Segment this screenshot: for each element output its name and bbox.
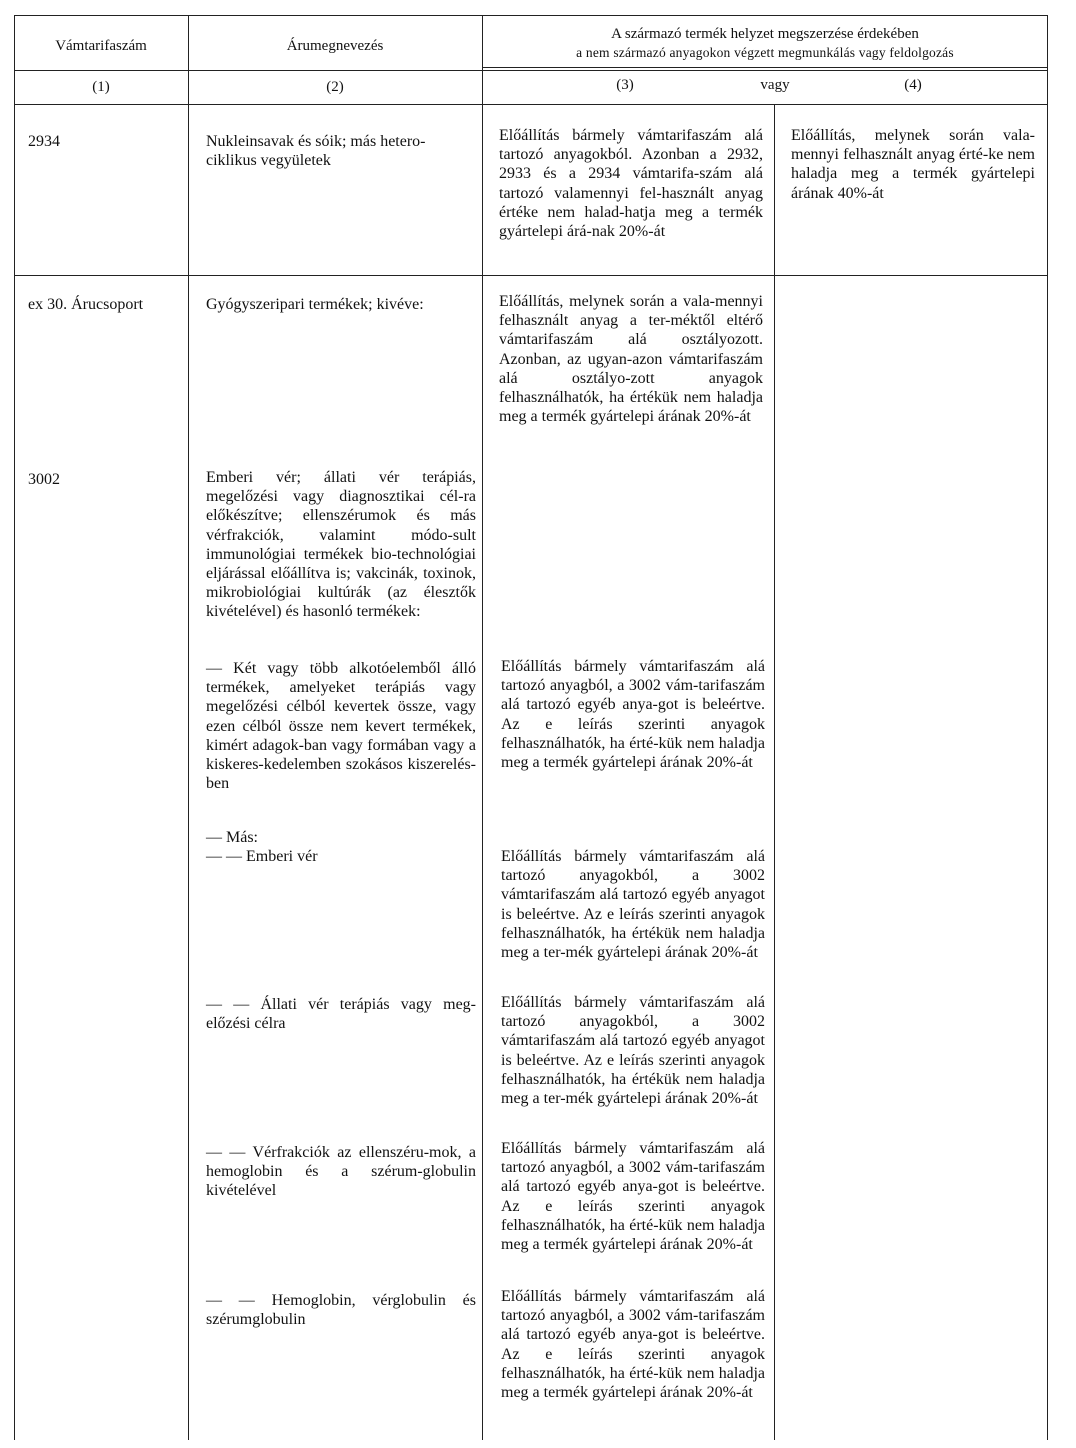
table-left-border (14, 15, 15, 1440)
column-number-4: (4) (904, 77, 922, 93)
header-col3-line2: a nem származó anyagokon végzett megmunkálás vagy feldolgozás (576, 45, 954, 60)
description-3002: Emberi vér; állati vér terápiás, megelőzési vagy diagnosztikai cél-ra előkészítve; ellenszérumok és más vérfrakciók, valamint módo-sult immunológiai termékek bio-technológiai eljárással előállítva is; vakcinák, toxinok, mikrobiológiai kultúrák (az élesztők kivételével) és hasonló termékek: (206, 469, 476, 621)
column-or-label: vagy (760, 77, 790, 93)
description-3002-blood-fractions: — — Vérfrakciók az ellenszéru-mok, a hemoglobin és a szérum-globulin kivételével (206, 1144, 476, 1200)
header-bottom-border (14, 70, 1048, 71)
column-number-1: (1) (92, 79, 110, 95)
processing-col3-3002-blood-fractions: Előállítás bármely vámtarifaszám alá tartozó anyagból, a 3002 vám-tarifaszám alá tartozó egyéb anya-got is beleértve. Az e leírás szerinti anyagok felhasználhatók, ha érté-kük nem haladja meg a termék gyártelepi árának 20%-át (501, 1140, 765, 1254)
header-divider-col3 (482, 67, 1048, 68)
description-3002-mixed-products: — Két vagy több alkotóelemből álló termékek, amelyeket terápiás vagy megelőzési célból kevertek össze, vagy ezen célból össze nem kevert termékek, kimért adagok-ban vagy formában vagy a kiskeres-kedelemben szokásos kiszerelés-ben (206, 660, 476, 793)
description-3002-hemoglobin: — — Hemoglobin, vérglobulin és szérumglobulin (206, 1292, 476, 1329)
tariff-code-ex30: ex 30. Árucsoport (28, 296, 144, 313)
header-col2: Árumegnevezés (286, 38, 384, 54)
column-number-2: (2) (326, 79, 344, 95)
processing-col4-2934: Előállítás, melynek során vala-mennyi felhasznált anyag érté-ke nem haladja meg a termék gyártelepi árának 40%-át (791, 127, 1035, 202)
row-divider-2934 (14, 275, 1048, 276)
column-number-row-border (14, 104, 1048, 105)
processing-col3-3002-animal-blood: Előállítás bármely vámtarifaszám alá tartozó anyagokból, a 3002 vámtarifaszám alá tartozó egyéb anyagot is beleértve. Az e leírás szerinti anyagok felhasználhatók, ha értékük nem haladja meg a ter-mék gyártelepi árának 20%-át (501, 994, 765, 1108)
processing-col3-2934: Előállítás bármely vámtarifaszám alá tartozó anyagokból. Azonban a 2932, 2933 és a 2934 vámtarifa-szám alá tartozó valamennyi fel-használt anyag értéke nem halad-hatja meg a termék gyártelepi árá-nak 20%-át (499, 127, 763, 241)
header-col1: Vámtarifaszám (55, 38, 147, 54)
table-top-border (14, 15, 1048, 16)
description-3002-other: — Más: (206, 829, 258, 846)
description-3002-human-blood: — — Emberi vér (206, 848, 318, 865)
column-divider-1-2 (188, 15, 189, 1440)
tariff-code-2934: 2934 (28, 133, 60, 150)
table-right-border (1047, 15, 1048, 1440)
description-3002-animal-blood: — — Állati vér terápiás vagy meg-előzési célra (206, 996, 476, 1033)
header-col3-line1: A származó termék helyzet megszerzése érdekében (611, 26, 919, 42)
processing-col3-3002-hemoglobin: Előállítás bármely vámtarifaszám alá tartozó anyagból, a 3002 vám-tarifaszám alá tartozó egyéb anya-got is beleértve. Az e leírás szerinti anyagok felhasználhatók, ha érté-kük nem haladja meg a termék gyártelepi árának 20%-át (501, 1288, 765, 1402)
processing-col3-ex30: Előállítás, melynek során a vala-mennyi felhasznált anyag a ter-méktől eltérő vámtarifaszám alá osztályozott. Azonban, az ugyan-azon vámtarifaszám alá osztályo-zott anyagok felhasználhatók, ha értékük nem haladja meg a termék gyártelepi árának 20%-át (499, 293, 763, 426)
processing-col3-3002-mixed-products: Előállítás bármely vámtarifaszám alá tartozó anyagból, a 3002 vám-tarifaszám alá tartozó egyéb anya-got is beleértve. Az e leírás szerinti anyagok felhasználhatók, ha érté-kük nem haladja meg a termék gyártelepi árának 20%-át (501, 658, 765, 772)
description-ex30: Gyógyszeripari termékek; kivéve: (206, 296, 424, 313)
description-2934: Nukleinsavak és sóik; más hetero- ciklikus vegyületek (206, 133, 426, 170)
processing-col3-3002-human-blood: Előállítás bármely vámtarifaszám alá tartozó anyagokból, a 3002 vámtarifaszám alá tartozó egyéb anyagot is beleértve. Az e leírás szerinti anyagok felhasználhatók, ha értékük nem haladja meg a ter-mék gyártelepi árának 20%-át (501, 848, 765, 962)
column-divider-3-4 (774, 104, 775, 1440)
tariff-code-3002: 3002 (28, 471, 60, 488)
column-divider-2-3 (482, 15, 483, 1440)
column-number-3: (3) (616, 77, 634, 93)
